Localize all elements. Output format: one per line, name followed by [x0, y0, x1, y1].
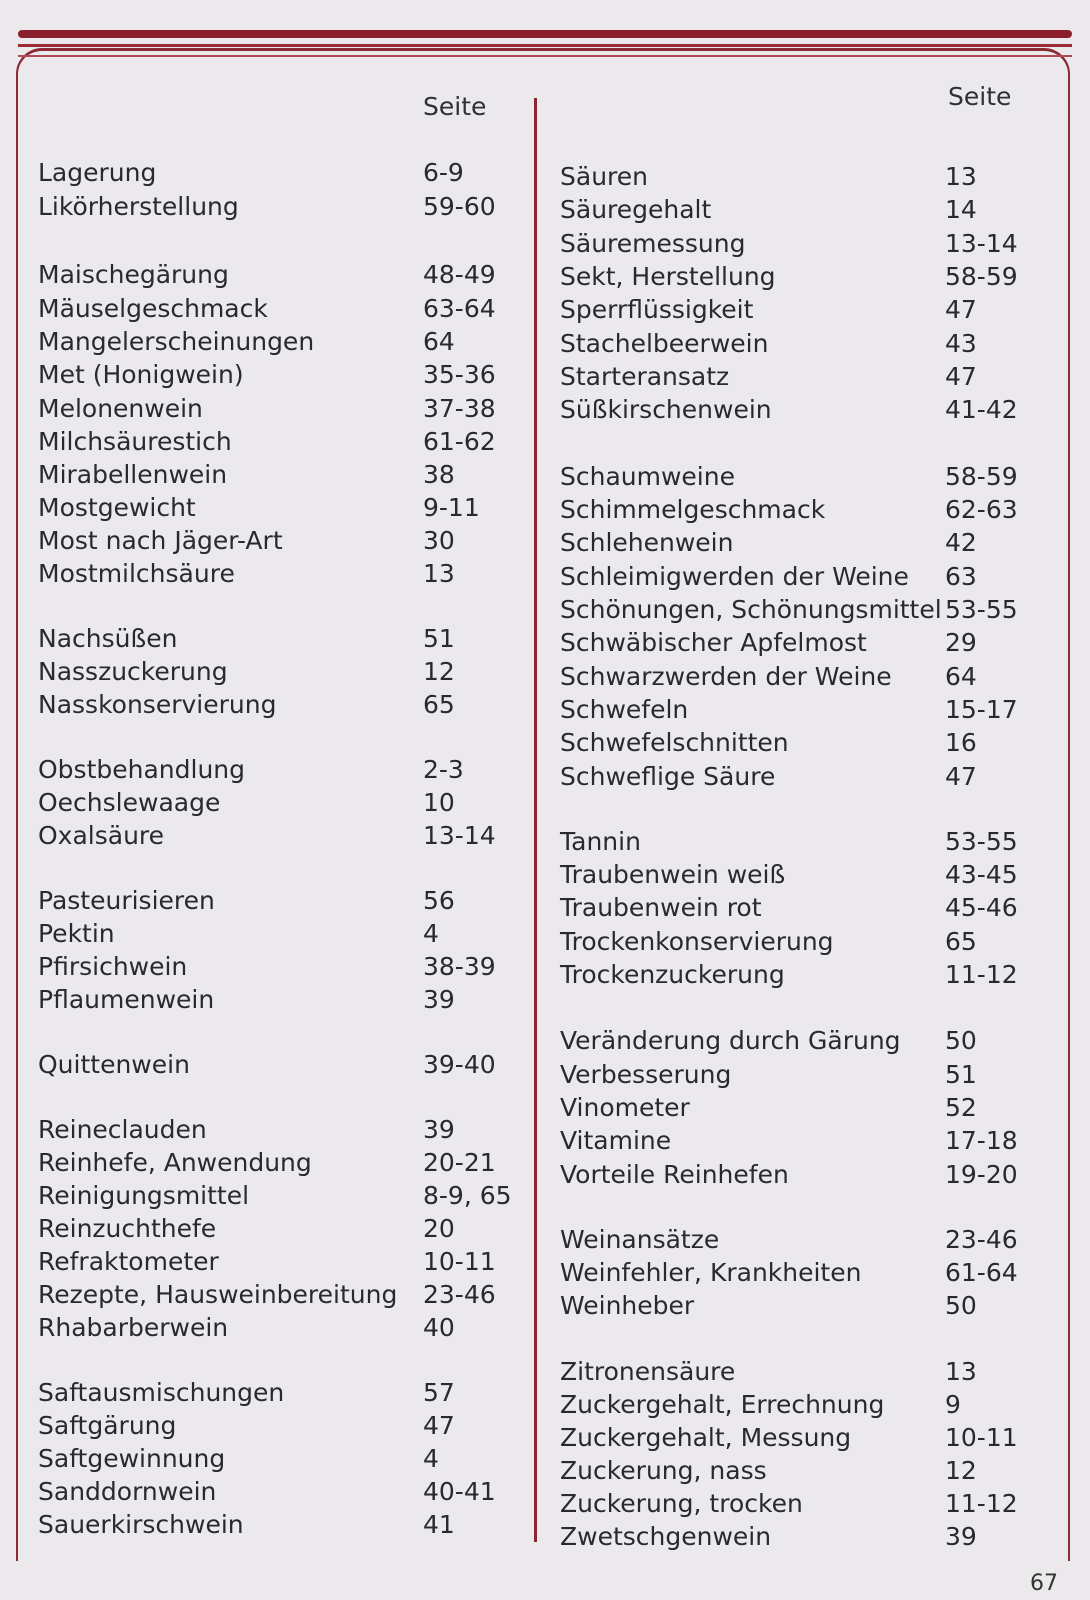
index-term: Most nach Jäger-Art [38, 526, 283, 555]
index-term: Saftgewinnung [38, 1444, 226, 1473]
index-term: Schlehenwein [560, 528, 734, 557]
index-pages: 39 [945, 1522, 977, 1551]
index-term: Stachelbeerwein [560, 329, 769, 358]
index-term: Vitamine [560, 1126, 672, 1155]
index-term: Säuren [560, 162, 648, 191]
index-term: Schimmelgeschmack [560, 495, 826, 524]
index-pages: 8-9, 65 [423, 1181, 512, 1210]
index-term: Saftausmischungen [38, 1378, 285, 1407]
index-term: Maischegärung [38, 260, 229, 289]
index-pages: 30 [423, 526, 455, 555]
index-pages: 64 [423, 327, 455, 356]
column-header-right: Seite [948, 82, 1012, 111]
index-pages: 13-14 [423, 821, 496, 850]
index-pages: 50 [945, 1291, 977, 1320]
index-term: Süßkirschenwein [560, 395, 772, 424]
index-term: Sauerkirschwein [38, 1510, 244, 1539]
index-pages: 42 [945, 528, 977, 557]
index-pages: 61-64 [945, 1258, 1018, 1287]
index-pages: 39 [423, 985, 455, 1014]
index-term: Traubenwein rot [560, 893, 762, 922]
index-pages: 50 [945, 1026, 977, 1055]
index-pages: 9 [945, 1390, 961, 1419]
index-pages: 9-11 [423, 493, 480, 522]
index-term: Reineclauden [38, 1115, 207, 1144]
index-term: Reinhefe, Anwendung [38, 1148, 312, 1177]
index-term: Oxalsäure [38, 821, 165, 850]
index-term: Mostgewicht [38, 493, 196, 522]
index-term: Pektin [38, 919, 115, 948]
index-pages: 4 [423, 1444, 439, 1473]
index-pages: 15-17 [945, 695, 1018, 724]
index-term: Melonenwein [38, 394, 203, 423]
index-term: Likörherstellung [38, 192, 239, 221]
column-header-left: Seite [423, 92, 487, 121]
index-pages: 56 [423, 886, 455, 915]
index-pages: 19-20 [945, 1160, 1018, 1189]
index-term: Schwefelschnitten [560, 728, 789, 757]
index-pages: 51 [423, 624, 455, 653]
index-pages: 16 [945, 728, 977, 757]
index-term: Weinfehler, Krankheiten [560, 1258, 862, 1287]
index-term: Schleimigwerden der Weine [560, 562, 909, 591]
header-band [18, 30, 1072, 38]
index-term: Zuckerung, nass [560, 1456, 767, 1485]
index-pages: 57 [423, 1378, 455, 1407]
index-term: Schaumweine [560, 462, 735, 491]
index-pages: 47 [945, 762, 977, 791]
index-term: Saftgärung [38, 1411, 177, 1440]
index-pages: 17-18 [945, 1126, 1018, 1155]
index-pages: 39-40 [423, 1050, 496, 1079]
index-term: Starteransatz [560, 362, 730, 391]
index-term: Quittenwein [38, 1050, 190, 1079]
index-pages: 38-39 [423, 952, 496, 981]
header-rule [18, 44, 1072, 47]
index-pages: 40-41 [423, 1477, 496, 1506]
index-term: Sperrflüssigkeit [560, 295, 754, 324]
index-term: Verbesserung [560, 1060, 732, 1089]
index-pages: 14 [945, 195, 977, 224]
index-term: Vorteile Reinhefen [560, 1160, 789, 1189]
index-term: Zuckergehalt, Messung [560, 1423, 852, 1452]
index-pages: 10-11 [423, 1247, 496, 1276]
index-term: Schwäbischer Apfelmost [560, 628, 867, 657]
index-pages: 63 [945, 562, 977, 591]
index-term: Obstbehandlung [38, 755, 246, 784]
index-pages: 29 [945, 628, 977, 657]
index-term: Mirabellenwein [38, 460, 228, 489]
index-pages: 58-59 [945, 262, 1018, 291]
index-term: Reinigungsmittel [38, 1181, 250, 1210]
index-term: Mostmilchsäure [38, 559, 235, 588]
index-pages: 47 [945, 295, 977, 324]
index-term: Zitronensäure [560, 1357, 736, 1386]
index-pages: 41 [423, 1510, 455, 1539]
index-term: Mäuselgeschmack [38, 294, 268, 323]
index-term: Rhabarberwein [38, 1313, 229, 1342]
index-pages: 12 [423, 657, 455, 686]
index-pages: 65 [423, 690, 455, 719]
index-pages: 13 [423, 559, 455, 588]
index-term: Sanddornwein [38, 1477, 217, 1506]
index-pages: 39 [423, 1115, 455, 1144]
index-pages: 41-42 [945, 395, 1018, 424]
index-term: Säuregehalt [560, 195, 712, 224]
index-pages: 10-11 [945, 1423, 1018, 1452]
index-pages: 10 [423, 788, 455, 817]
index-pages: 6-9 [423, 158, 464, 187]
index-term: Schwarzwerden der Weine [560, 662, 892, 691]
index-pages: 45-46 [945, 893, 1018, 922]
index-term: Schönungen, Schönungsmittel [560, 595, 942, 624]
index-term: Refraktometer [38, 1247, 219, 1276]
header-rule-thin [18, 55, 1072, 57]
index-term: Trockenzuckerung [560, 960, 785, 989]
index-pages: 58-59 [945, 462, 1018, 491]
index-pages: 4 [423, 919, 439, 948]
index-pages: 20 [423, 1214, 455, 1243]
index-pages: 23-46 [423, 1280, 496, 1309]
index-pages: 37-38 [423, 394, 496, 423]
index-pages: 63-64 [423, 294, 496, 323]
index-pages: 35-36 [423, 360, 496, 389]
index-term: Schweflige Säure [560, 762, 776, 791]
index-term: Schwefeln [560, 695, 689, 724]
index-pages: 20-21 [423, 1148, 496, 1177]
index-pages: 38 [423, 460, 455, 489]
index-term: Milchsäurestich [38, 427, 232, 456]
index-term: Reinzuchthefe [38, 1214, 217, 1243]
index-pages: 13 [945, 1357, 977, 1386]
index-term: Traubenwein weiß [560, 860, 786, 889]
index-term: Mangelerscheinungen [38, 327, 315, 356]
index-term: Zuckerung, trocken [560, 1489, 803, 1518]
index-term: Sekt, Herstellung [560, 262, 776, 291]
index-pages: 40 [423, 1313, 455, 1342]
index-pages: 12 [945, 1456, 977, 1485]
index-term: Zuckergehalt, Errechnung [560, 1390, 885, 1419]
index-pages: 43 [945, 329, 977, 358]
index-pages: 51 [945, 1060, 977, 1089]
index-term: Zwetschgenwein [560, 1522, 772, 1551]
index-term: Tannin [560, 827, 641, 856]
index-term: Trockenkonservierung [560, 927, 834, 956]
index-pages: 13 [945, 162, 977, 191]
index-pages: 13-14 [945, 229, 1018, 258]
index-pages: 48-49 [423, 260, 496, 289]
index-pages: 11-12 [945, 1489, 1018, 1518]
index-term: Rezepte, Hausweinbereitung [38, 1280, 398, 1309]
page-number: 67 [1030, 1571, 1058, 1596]
index-pages: 11-12 [945, 960, 1018, 989]
index-term: Weinansätze [560, 1225, 720, 1254]
column-divider [534, 98, 537, 1542]
index-term: Veränderung durch Gärung [560, 1026, 901, 1055]
index-term: Lagerung [38, 158, 157, 187]
index-pages: 47 [945, 362, 977, 391]
index-term: Oechslewaage [38, 788, 221, 817]
index-pages: 64 [945, 662, 977, 691]
index-pages: 23-46 [945, 1225, 1018, 1254]
index-term: Vinometer [560, 1093, 690, 1122]
index-pages: 47 [423, 1411, 455, 1440]
index-pages: 62-63 [945, 495, 1018, 524]
index-term: Nasszuckerung [38, 657, 228, 686]
index-pages: 43-45 [945, 860, 1018, 889]
index-pages: 59-60 [423, 192, 496, 221]
index-term: Pflaumenwein [38, 985, 215, 1014]
index-pages: 53-55 [945, 827, 1018, 856]
index-term: Pasteurisieren [38, 886, 215, 915]
index-pages: 61-62 [423, 427, 496, 456]
index-term: Nasskonservierung [38, 690, 277, 719]
index-pages: 53-55 [945, 595, 1018, 624]
index-term: Nachsüßen [38, 624, 178, 653]
index-term: Met (Honigwein) [38, 360, 244, 389]
index-term: Pfirsichwein [38, 952, 188, 981]
index-term: Weinheber [560, 1291, 695, 1320]
index-pages: 65 [945, 927, 977, 956]
index-term: Säuremessung [560, 229, 746, 258]
index-pages: 52 [945, 1093, 977, 1122]
index-pages: 2-3 [423, 755, 464, 784]
